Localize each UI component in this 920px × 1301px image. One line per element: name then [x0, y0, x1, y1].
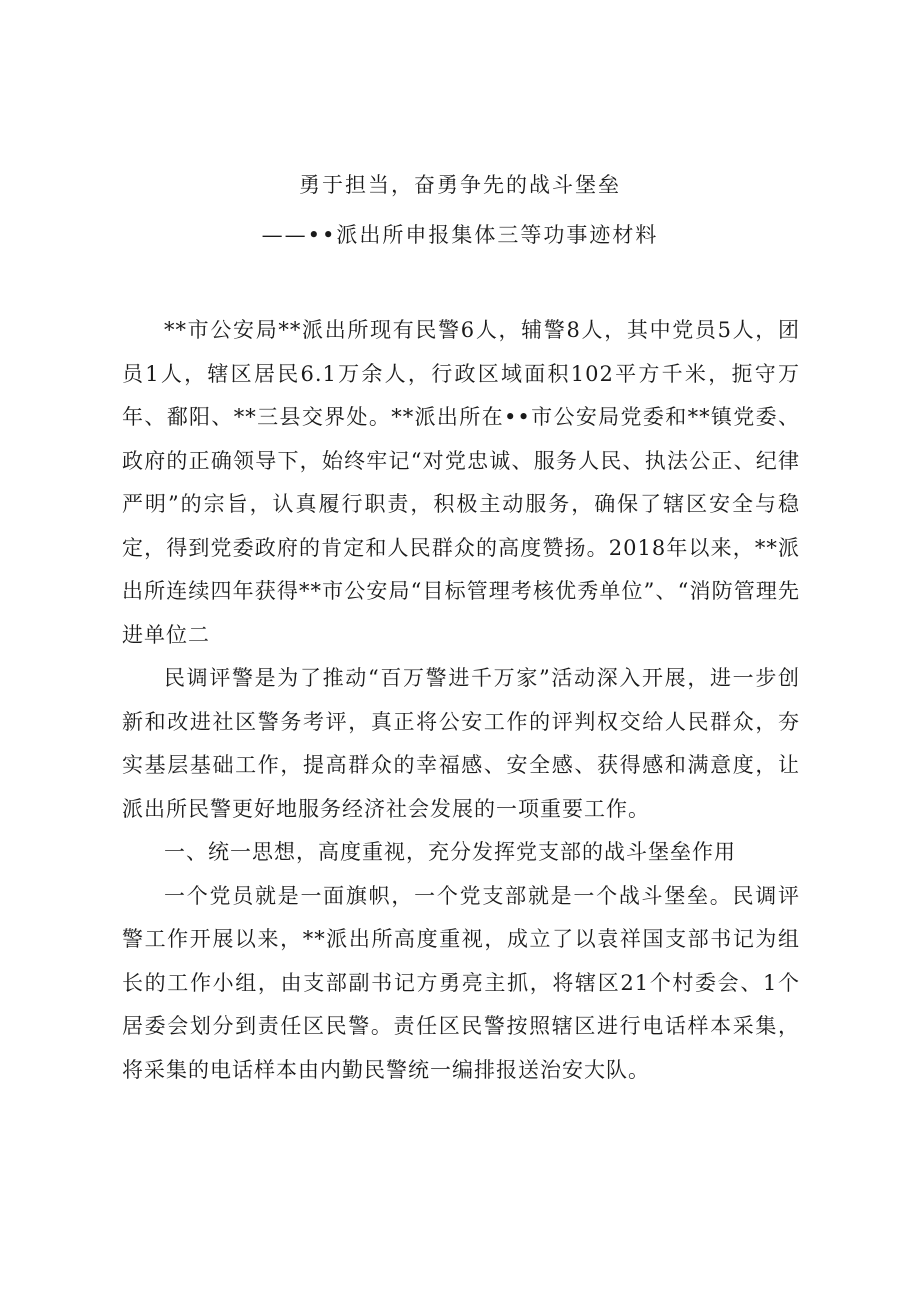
- section-paragraph: 一个党员就是一面旗帜，一个党支部就是一个战斗堡垒。民调评警工作开展以来，**派出所高度重视，成立了以袁祥国支部书记为组长的工作小组，由支部副书记方勇亮主抓，将辖区21个村委会、1个居委会划分到责任区民警。责任区民警按照辖区进行电话样本采集，将采集的电话样本由内勤民警统一编排报送治安大队。: [122, 883, 800, 1082]
- document-body: [122, 309, 800, 1092]
- paragraph-purpose: 民调评警是为了推动“百万警进千万家”活动深入开展，进一步创新和改进社区警务考评，真正将公安工作的评判权交给人民群众，夯实基层基础工作，提高群众的幸福感、安全感、获得感和满意度，让派出所民警更好地服务经济社会发展的一项重要工作。: [122, 666, 800, 821]
- document-subtitle: ——••派出所申报集体三等功事迹材料: [261, 223, 659, 247]
- paragraph-intro: **市公安局**派出所现有民警6人，辅警8人，其中党员5人，团员1人，辖区居民6.1万余人，行政区域面积102平方千米，扼守万年、鄱阳、**三县交界处。**派出所在••市公安局党委和**镇党委、政府的正确领导下，始终牢记“对党忠诚、服务人民、执法公正、纪律严明”的宗旨，认真履行职责，积极主动服务，确保了辖区安全与稳定，得到党委政府的肯定和人民群众的高度赞扬。2018年以来，**派出所连续四年获得**市公安局“目标管理考核优秀单位”、“消防管理先进单位二: [122, 318, 800, 647]
- document-title: 勇于担当，奋勇争先的战斗堡垒: [299, 173, 621, 197]
- section-heading: 一、统一思想，高度重视，充分发挥党支部的战斗堡垒作用: [164, 840, 736, 864]
